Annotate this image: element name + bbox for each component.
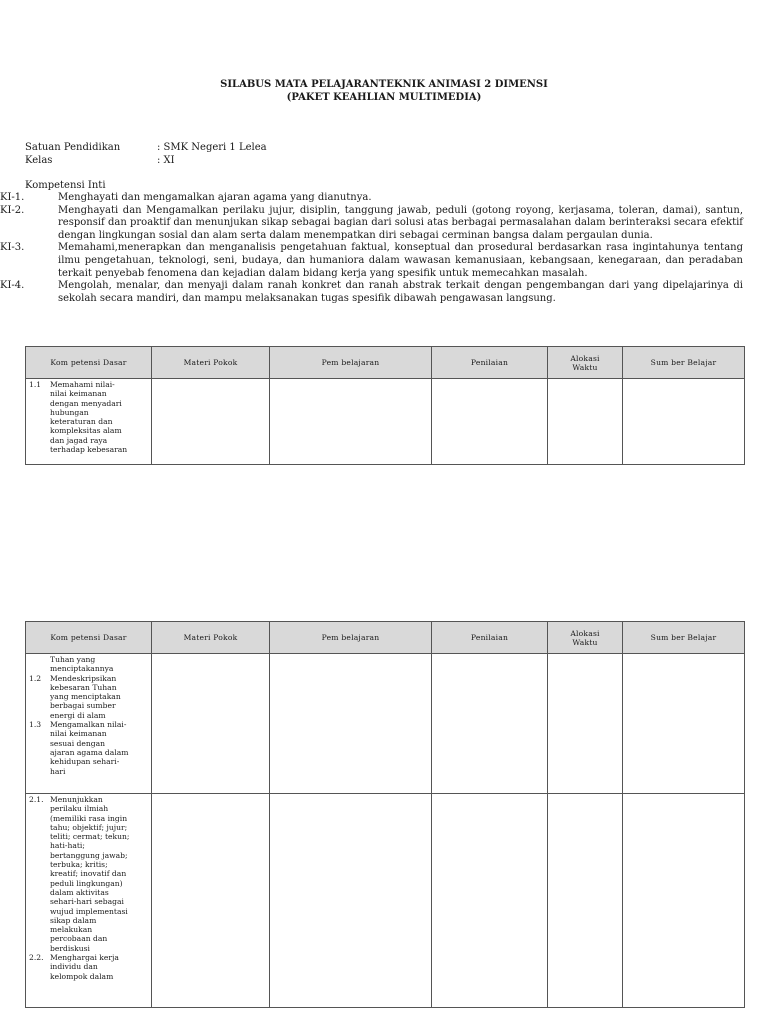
kd-number xyxy=(29,841,50,850)
ki-item-2 xyxy=(0,205,743,243)
kd-number xyxy=(29,934,50,943)
kd-line xyxy=(29,683,148,692)
kd-line xyxy=(29,692,148,701)
kd-number xyxy=(29,389,50,398)
kd-line xyxy=(29,748,148,757)
kd-number xyxy=(29,757,50,766)
kd-text: sikap dalam xyxy=(50,915,97,925)
ki-number: KI-4. xyxy=(0,280,25,292)
table-header-row xyxy=(26,622,745,654)
penilaian-cell xyxy=(432,379,548,465)
kd-number xyxy=(29,804,50,813)
alokasi-waktu-cell xyxy=(548,794,623,1008)
kd-line xyxy=(29,925,148,934)
ki-text: Mengolah, menalar, dan menyaji dalam ranah konkret dan ranah abstrak terkait dengan pengembangan dari yang dipelajarinya di sekolah secara mandiri, dan mampu melaksanakan tugas spesifik dibawah pengawasan langsung. xyxy=(58,280,743,304)
kd-number xyxy=(29,408,50,417)
kd-text: tahu; objektif; jujur; xyxy=(50,822,128,832)
kd-line xyxy=(29,795,148,804)
kd-number xyxy=(29,739,50,748)
kelas-value: : XI xyxy=(157,155,175,166)
kd-line xyxy=(29,851,148,860)
kd-line xyxy=(29,907,148,916)
col-pembelajaran: Pem belajaran xyxy=(270,347,432,379)
kd-text: kompleksitas alam xyxy=(50,426,122,436)
kd-text: perilaku ilmiah xyxy=(50,804,109,814)
kelas-row xyxy=(25,154,175,167)
kd-line xyxy=(29,944,148,953)
kd-number xyxy=(29,944,50,953)
kd-text: sesuai dengan xyxy=(50,738,106,748)
kd-line xyxy=(29,823,148,832)
kd-line xyxy=(29,860,148,869)
ki-number: KI-1. xyxy=(0,192,25,203)
kd-text: kehidupan sehari- xyxy=(50,757,120,767)
ki-number: KI-2. xyxy=(0,204,25,216)
kd-text: teliti; cermat; tekun; xyxy=(50,832,130,842)
kd-line xyxy=(29,720,148,729)
kd-number xyxy=(29,860,50,869)
sumber-belajar-cell xyxy=(623,654,745,794)
ki-item-4 xyxy=(0,280,743,305)
col-penilaian: Penilaian xyxy=(432,347,548,379)
kompetensi-dasar-cell xyxy=(26,654,152,794)
kd-line xyxy=(29,436,148,445)
col-alokasi-waktu xyxy=(548,347,623,379)
kd-line xyxy=(29,729,148,738)
alokasi-line-2: Waktu xyxy=(572,362,598,372)
kd-line xyxy=(29,832,148,841)
kd-number xyxy=(29,767,50,776)
kd-text: kebesaran Tuhan xyxy=(50,682,117,692)
kd-line xyxy=(29,701,148,710)
kd-text: keteraturan dan xyxy=(50,417,113,427)
satuan-row xyxy=(25,141,267,154)
table-row xyxy=(26,654,745,794)
kd-text: terhadap kebesaran xyxy=(50,445,128,455)
kd-text: terbuka; kritis; xyxy=(50,860,108,870)
kd-text: energi di alam xyxy=(50,710,106,720)
kd-text: bertanggung jawab; xyxy=(50,850,128,860)
materi-pokok-cell xyxy=(152,794,270,1008)
kd-number: 2.2. xyxy=(29,953,44,963)
kd-line xyxy=(29,879,148,888)
kd-line xyxy=(29,389,148,398)
materi-pokok-cell xyxy=(152,379,270,465)
satuan-value: : SMK Negeri 1 Lelea xyxy=(157,142,267,153)
kd-text: hati-hati; xyxy=(50,841,85,851)
kd-number xyxy=(29,879,50,888)
kd-line xyxy=(29,953,148,962)
kd-text: ajaran agama dalam xyxy=(50,747,129,757)
kd-number xyxy=(29,417,50,426)
kd-text: nilai keimanan xyxy=(50,389,107,399)
kd-text: Menghargai kerja xyxy=(50,953,119,963)
penilaian-cell xyxy=(432,794,548,1008)
ki-text: Menghayati dan Mengamalkan perilaku jujur, disiplin, tanggung jawab, peduli (gotong royong, kerjasama, toleran, damai), santun, responsif dan proaktif dan menunjukan sikap sebagai bagian dari solusi atas berbagai permasalahan dalam berinteraksi secara efektif dengan lingkungan sosial dan alam serta dalam menempatkan diri sebagai cerminan bangsa dalam pergaulan dunia. xyxy=(58,204,743,241)
alokasi-waktu-cell xyxy=(548,654,623,794)
kd-line xyxy=(29,445,148,454)
kd-line xyxy=(29,934,148,943)
kompetensi-inti-list xyxy=(0,192,743,305)
kd-text: berdiskusi xyxy=(50,943,90,953)
col-sumber-belajar: Sum ber Belajar xyxy=(623,622,745,654)
pembelajaran-cell xyxy=(270,379,432,465)
col-penilaian: Penilaian xyxy=(432,622,548,654)
alokasi-waktu-cell xyxy=(548,379,623,465)
kd-number xyxy=(29,426,50,435)
kd-number xyxy=(29,888,50,897)
satuan-label: Satuan Pendidikan xyxy=(25,142,121,153)
kd-line xyxy=(29,399,148,408)
ki-item-1 xyxy=(0,192,743,205)
syllabus-table-1 xyxy=(25,346,745,465)
kompetensi-dasar-cell xyxy=(26,379,152,465)
kd-number xyxy=(29,692,50,701)
kd-line xyxy=(29,804,148,813)
kd-number xyxy=(29,655,50,664)
kompetensi-inti-heading: Kompetensi Inti xyxy=(25,180,106,191)
kd-line xyxy=(29,972,148,981)
kd-text: (memiliki rasa ingin xyxy=(50,813,128,823)
kd-line xyxy=(29,767,148,776)
kd-text: menciptakannya xyxy=(50,664,114,674)
kd-line xyxy=(29,916,148,925)
kd-text: hubungan xyxy=(50,407,89,417)
kd-line xyxy=(29,664,148,673)
kd-text: nilai keimanan xyxy=(50,729,107,739)
kd-text: Tuhan yang xyxy=(50,655,96,664)
kd-line xyxy=(29,380,148,389)
kd-line xyxy=(29,757,148,766)
kd-number xyxy=(29,664,50,673)
col-materi-pokok: Materi Pokok xyxy=(152,347,270,379)
sumber-belajar-cell xyxy=(623,379,745,465)
kd-number xyxy=(29,832,50,841)
kd-text: kelompok dalam xyxy=(50,971,114,981)
alokasi-line-2: Waktu xyxy=(572,637,598,647)
kompetensi-dasar-cell xyxy=(26,794,152,1008)
penilaian-cell xyxy=(432,654,548,794)
kd-number xyxy=(29,814,50,823)
kd-text: percobaan dan xyxy=(50,934,108,944)
kd-number xyxy=(29,907,50,916)
pembelajaran-cell xyxy=(270,794,432,1008)
kd-text: yang menciptakan xyxy=(50,692,121,702)
kd-number xyxy=(29,399,50,408)
kd-text: dalam aktivitas xyxy=(50,887,109,897)
pembelajaran-cell xyxy=(270,654,432,794)
kd-line xyxy=(29,739,148,748)
col-kompetensi-dasar: Kom petensi Dasar xyxy=(26,622,152,654)
kd-line xyxy=(29,408,148,417)
kd-line xyxy=(29,655,148,664)
ki-item-3 xyxy=(0,242,743,280)
document-title xyxy=(0,78,768,104)
kd-number xyxy=(29,823,50,832)
kd-text: berbagai sumber xyxy=(50,701,116,711)
kd-line xyxy=(29,417,148,426)
kd-text: dan jagad raya xyxy=(50,435,108,445)
kd-text: individu dan xyxy=(50,962,98,972)
kd-text: Menunjukkan xyxy=(50,795,103,804)
kd-text: peduli lingkungan) xyxy=(50,878,123,888)
table-row xyxy=(26,794,745,1008)
kd-text: wujud implementasi xyxy=(50,906,128,916)
kd-number: 1.3 xyxy=(29,720,42,730)
kd-number xyxy=(29,445,50,454)
col-sumber-belajar: Sum ber Belajar xyxy=(623,347,745,379)
kd-line xyxy=(29,711,148,720)
kd-number: 1.2 xyxy=(29,673,42,683)
kd-number: 2.1. xyxy=(29,795,44,804)
sumber-belajar-cell xyxy=(623,794,745,1008)
kd-text: melakukan xyxy=(50,925,93,935)
kd-number xyxy=(29,851,50,860)
table-row xyxy=(26,379,745,465)
col-kompetensi-dasar: Kom petensi Dasar xyxy=(26,347,152,379)
col-alokasi-waktu xyxy=(548,622,623,654)
kd-text: sehari-hari sebagai xyxy=(50,897,124,907)
ki-number: KI-3. xyxy=(0,242,25,254)
alokasi-line-1: Alokasi xyxy=(570,353,600,363)
ki-text: Menghayati dan mengamalkan ajaran agama yang dianutnya. xyxy=(58,192,372,203)
kd-number xyxy=(29,925,50,934)
title-line-1: SILABUS MATA PELAJARANTEKNIK ANIMASI 2 DIMENSI xyxy=(220,79,548,90)
kd-number: 1.1 xyxy=(29,380,42,389)
col-materi-pokok: Materi Pokok xyxy=(152,622,270,654)
kd-line xyxy=(29,426,148,435)
kd-text: Memahami nilai- xyxy=(50,380,115,389)
alokasi-line-1: Alokasi xyxy=(570,628,600,638)
materi-pokok-cell xyxy=(152,654,270,794)
kd-number xyxy=(29,711,50,720)
kd-text: kreatif; inovatif dan xyxy=(50,869,127,879)
title-line-2: (PAKET KEAHLIAN MULTIMEDIA) xyxy=(286,92,482,103)
kd-number xyxy=(29,436,50,445)
kd-number xyxy=(29,962,50,971)
kd-text: Mengamalkan nilai- xyxy=(50,720,127,730)
kd-line xyxy=(29,888,148,897)
kd-line xyxy=(29,962,148,971)
table-header-row xyxy=(26,347,745,379)
kd-number xyxy=(29,869,50,878)
kd-text: hari xyxy=(50,766,66,776)
kd-number xyxy=(29,729,50,738)
kd-line xyxy=(29,674,148,683)
kd-number xyxy=(29,916,50,925)
kd-line xyxy=(29,897,148,906)
ki-text: Memahami,menerapkan dan menganalisis pengetahuan faktual, konseptual dan prosedural berdasarkan rasa ingintahunya tentang ilmu pengetahuan, teknologi, seni, budaya, dan humaniora dalam wawasan kemanusiaan, kebangsaan, kenegaraan, dan peradaban terkait penyebab fenomena dan kejadian dalam bidang kerja yang spesifik untuk memecahkan masalah. xyxy=(58,242,743,279)
kd-line xyxy=(29,814,148,823)
kd-number xyxy=(29,701,50,710)
kd-line xyxy=(29,869,148,878)
kd-number xyxy=(29,972,50,981)
kd-text: Mendeskripsikan xyxy=(50,673,117,683)
kd-line xyxy=(29,841,148,850)
kd-number xyxy=(29,897,50,906)
kelas-label: Kelas xyxy=(25,155,53,166)
kd-text: dengan menyadari xyxy=(50,398,122,408)
syllabus-table-2 xyxy=(25,621,745,1008)
kd-number xyxy=(29,683,50,692)
kd-number xyxy=(29,748,50,757)
col-pembelajaran: Pem belajaran xyxy=(270,622,432,654)
